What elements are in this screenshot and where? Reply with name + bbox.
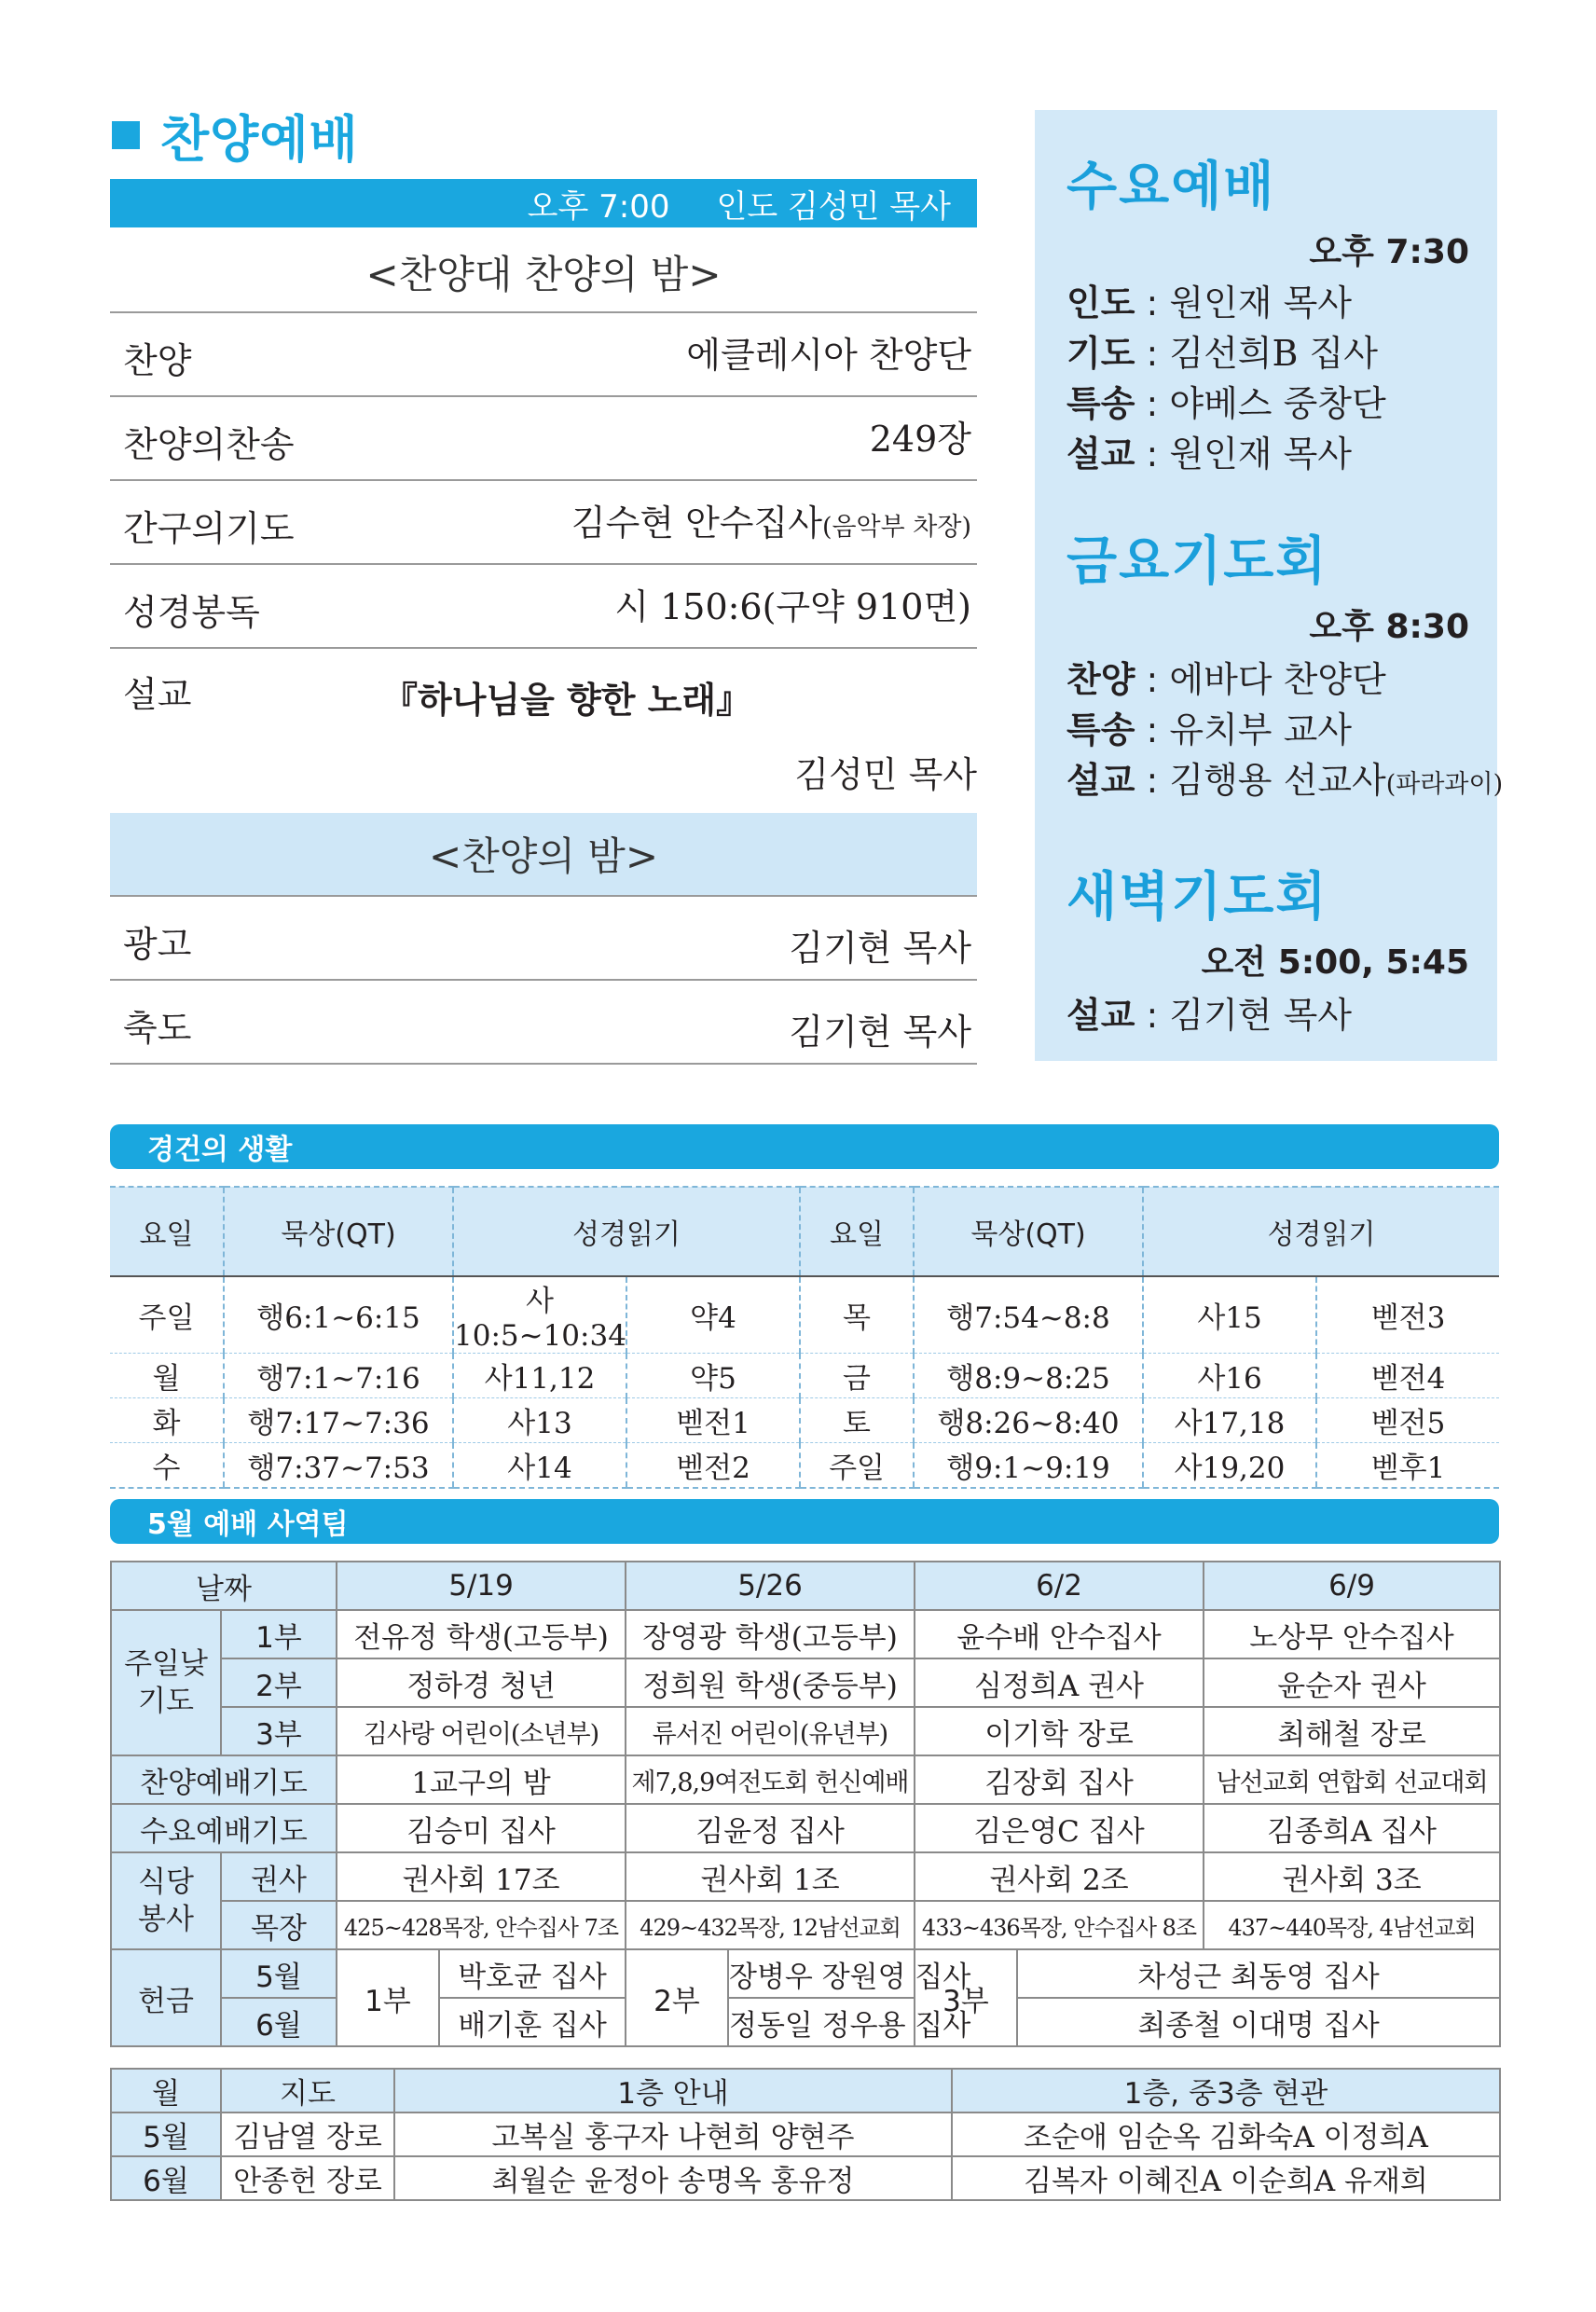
cell: 권사회 3조: [1204, 1852, 1500, 1901]
cell: 남선교회 연합회 선교대회: [1204, 1755, 1500, 1804]
cell: 목: [800, 1276, 914, 1354]
cell: 사19,20: [1143, 1443, 1316, 1489]
cell: 안종헌 장로: [221, 2156, 394, 2200]
dawn-line: 설교 : 김기현 목사: [1066, 995, 1353, 1036]
program-row: [110, 565, 977, 649]
program-item: 축도: [123, 1008, 192, 1049]
cell: 사17,18: [1143, 1398, 1316, 1443]
cell: 6월: [111, 2156, 221, 2200]
usher-guide-table: [110, 2068, 1501, 2201]
cell: 사16: [1143, 1354, 1316, 1398]
cell: 사14: [453, 1443, 626, 1489]
wednesday-line: 인도 : 원인재 목사: [1066, 282, 1353, 323]
month-label: 6월: [221, 1998, 337, 2046]
cell: 정희원 학생(중등부): [626, 1658, 915, 1707]
friday-prayer-time: 오후 8:30: [1309, 608, 1469, 646]
cell: 김사랑 어린이(소년부): [337, 1707, 626, 1755]
cell: 425~428목장, 안수집사 7조: [337, 1901, 626, 1949]
header-reading: 성경읽기: [453, 1187, 800, 1276]
program-value: 시 150:6(구약 910면): [614, 586, 971, 627]
sermon-label: 설교: [123, 674, 192, 715]
part-label: 1부: [221, 1610, 337, 1658]
program-value: 249장: [869, 419, 971, 460]
devotion-table: [110, 1186, 1499, 1489]
devotion-section-title: 경건의 생활: [147, 1134, 293, 1166]
offering-label: 헌금: [111, 1949, 221, 2046]
program-item: 성경봉독: [123, 592, 260, 633]
table-row: [110, 1398, 1499, 1443]
part-label: 2부: [626, 1949, 728, 2046]
cell: 행9:1~9:19: [914, 1443, 1143, 1489]
cell: 429~432목장, 12남선교회: [626, 1901, 915, 1949]
program-row: [110, 397, 977, 481]
cell: 김윤정 집사: [626, 1804, 915, 1852]
month-label: 5월: [221, 1949, 337, 1998]
evening-worship-leader: 인도 김성민 목사: [716, 187, 951, 226]
program-value: 김기현 목사: [789, 1012, 971, 1053]
table-row: [111, 1658, 1500, 1707]
cell: 류서진 어린이(유년부): [626, 1707, 915, 1755]
cell: 김은영C 집사: [915, 1804, 1204, 1852]
program-item: 찬양: [123, 340, 192, 381]
cell: 권사회 17조: [337, 1852, 626, 1901]
wednesday-line: 기도 : 김선희B 집사: [1066, 333, 1378, 374]
cell: 금: [800, 1354, 914, 1398]
cell: 행7:54~8:8: [914, 1276, 1143, 1354]
program-row: [110, 897, 977, 981]
praise-night-label: <찬양의 밤>: [428, 833, 659, 879]
table-row: [111, 1852, 1500, 1901]
cell: 최해철 장로: [1204, 1707, 1500, 1755]
evening-worship-title: 찬양예배: [160, 109, 359, 169]
cell: 벧전1: [626, 1398, 800, 1443]
program-row: [110, 481, 977, 565]
cell: 월: [110, 1354, 224, 1398]
cell: 벧전2: [626, 1443, 800, 1489]
cell: 사10:5~10:34: [453, 1276, 626, 1354]
table-row: [111, 1949, 1500, 1998]
ministry-team-section-title: 5월 예배 사역팀: [147, 1508, 349, 1541]
friday-line: 설교 : 김행용 선교사(파라과이): [1066, 760, 1504, 801]
header-floor1: 1층 안내: [394, 2069, 952, 2112]
evening-worship-heading: [112, 103, 359, 168]
part-label: 3부: [915, 1949, 1017, 2046]
part-label: 3부: [221, 1707, 337, 1755]
friday-line: 특송 : 유치부 교사: [1066, 709, 1353, 750]
cell: 토: [800, 1398, 914, 1443]
cell: 화: [110, 1398, 224, 1443]
cell: 윤순자 권사: [1204, 1658, 1500, 1707]
header-qt: 묵상(QT): [224, 1187, 453, 1276]
cell: 433~436목장, 안수집사 8조: [915, 1901, 1204, 1949]
program-item: 찬양의찬송: [123, 424, 295, 465]
cell: 최종철 이대명 집사: [1017, 1998, 1500, 2046]
table-row: [110, 1443, 1499, 1489]
devotion-section-bar: [110, 1124, 1499, 1169]
table-row: [110, 1354, 1499, 1398]
cell: 사13: [453, 1398, 626, 1443]
evening-worship-info-bar: [110, 179, 977, 227]
sunday-prayer-label: 주일낮 기도: [111, 1610, 221, 1755]
cell: 김남열 장로: [221, 2112, 394, 2156]
table-row: [111, 1755, 1500, 1804]
cell: 노상무 안수집사: [1204, 1610, 1500, 1658]
other-services-panel: [1035, 110, 1504, 1061]
cell: 벧전3: [1316, 1276, 1499, 1354]
header-reading: 성경읽기: [1143, 1187, 1499, 1276]
cell: 주일: [110, 1276, 224, 1354]
wednesday-line: 설교 : 원인재 목사: [1066, 434, 1353, 475]
cell: 437~440목장, 4남선교회: [1204, 1901, 1500, 1949]
header-elder: 지도: [221, 2069, 394, 2112]
cell: 차성근 최동영 집사: [1017, 1949, 1500, 1998]
cell: 김종희A 집사: [1204, 1804, 1500, 1852]
praise-night-band: [110, 813, 977, 897]
header-day: 요일: [110, 1187, 224, 1276]
cell: 최월순 윤정아 송명옥 홍유정: [394, 2156, 952, 2200]
part-label: 1부: [337, 1949, 439, 2046]
program-row: [110, 981, 977, 1065]
cell: 행6:1~6:15: [224, 1276, 453, 1354]
meal-service-label: 식당 봉사: [111, 1852, 221, 1949]
header-month: 월: [111, 2069, 221, 2112]
cell: 행7:1~7:16: [224, 1354, 453, 1398]
friday-line: 찬양 : 에바다 찬양단: [1066, 659, 1386, 700]
cell: 권사회 1조: [626, 1852, 915, 1901]
evening-prayer-label: 찬양예배기도: [111, 1755, 337, 1804]
date-cell: 5/26: [626, 1562, 915, 1610]
date-cell: 6/9: [1204, 1562, 1500, 1610]
table-row: [111, 1998, 1500, 2046]
cell: 행7:17~7:36: [224, 1398, 453, 1443]
date-cell: 6/2: [915, 1562, 1204, 1610]
header-qt: 묵상(QT): [914, 1187, 1143, 1276]
header-day: 요일: [800, 1187, 914, 1276]
cell: 김복자 이혜진A 이순희A 유재희: [952, 2156, 1500, 2200]
cell: 김승미 집사: [337, 1804, 626, 1852]
cell: 수: [110, 1443, 224, 1489]
table-row: [111, 1901, 1500, 1949]
cell: 제7,8,9여전도회 헌신예배: [626, 1755, 915, 1804]
dawn-prayer-time: 오전 5:00, 5:45: [1201, 943, 1469, 982]
cell: 장영광 학생(고등부): [626, 1610, 915, 1658]
cell: 전유정 학생(고등부): [337, 1610, 626, 1658]
part-label: 목장: [221, 1901, 337, 1949]
cell: 장병우 장원영 집사: [728, 1949, 915, 1998]
cell: 약4: [626, 1276, 800, 1354]
cell: 박호균 집사: [439, 1949, 626, 1998]
table-row: [111, 2156, 1500, 2200]
part-label: 권사: [221, 1852, 337, 1901]
cell: 약5: [626, 1354, 800, 1398]
wednesday-service-title: 수요예배: [1066, 157, 1276, 217]
wednesday-service-time: 오후 7:30: [1309, 233, 1469, 271]
cell: 벧전5: [1316, 1398, 1499, 1443]
cell: 권사회 2조: [915, 1852, 1204, 1901]
program-item: 간구의기도: [123, 508, 295, 549]
table-row: [111, 2112, 1500, 2156]
wednesday-prayer-label: 수요예배기도: [111, 1804, 337, 1852]
cell: 5월: [111, 2112, 221, 2156]
program-row: [110, 313, 977, 397]
cell: 조순애 임순옥 김화숙A 이정희A: [952, 2112, 1500, 2156]
table-row: [110, 1276, 1499, 1354]
program-value: 에클레시아 찬양단: [686, 335, 971, 376]
ministry-team-table: [110, 1561, 1501, 2047]
cell: 심정희A 권사: [915, 1658, 1204, 1707]
cell: 정하경 청년: [337, 1658, 626, 1707]
part-label: 2부: [221, 1658, 337, 1707]
cell: 행7:37~7:53: [224, 1443, 453, 1489]
wednesday-line: 특송 : 야베스 중창단: [1066, 383, 1386, 424]
header-entrance: 1층, 중3층 현관: [952, 2069, 1500, 2112]
devotion-header-row: [110, 1187, 1499, 1276]
ministry-team-section-bar: [110, 1499, 1499, 1544]
cell: 사15: [1143, 1276, 1316, 1354]
cell: 주일: [800, 1443, 914, 1489]
dawn-prayer-title: 새벽기도회: [1066, 867, 1328, 928]
evening-worship-time: 오후 7:00: [527, 187, 670, 226]
table-row: [111, 1804, 1500, 1852]
cell: 벧전4: [1316, 1354, 1499, 1398]
date-header: 날짜: [111, 1562, 337, 1610]
table-row: [111, 1610, 1500, 1658]
team-header-row: [111, 1562, 1500, 1610]
cell: 이기학 장로: [915, 1707, 1204, 1755]
cell: 벧후1: [1316, 1443, 1499, 1489]
program-value: 김수현 안수집사(음악부 차장): [571, 502, 971, 544]
preacher: 김성민 목사: [794, 754, 977, 795]
cell: 고복실 홍구자 나현희 양현주: [394, 2112, 952, 2156]
cell: 1교구의 밤: [337, 1755, 626, 1804]
square-bullet-icon: [112, 121, 140, 149]
cell: 정동일 정우용 집사: [728, 1998, 915, 2046]
choir-night-subtitle: <찬양대 찬양의 밤>: [365, 252, 722, 297]
cell: 행8:26~8:40: [914, 1398, 1143, 1443]
program-value: 김기현 목사: [789, 928, 971, 969]
cell: 배기훈 집사: [439, 1998, 626, 2046]
cell: 사11,12: [453, 1354, 626, 1398]
sermon-title: 『하나님을 향한 노래』: [382, 680, 752, 721]
table-row: [111, 1707, 1500, 1755]
cell: 윤수배 안수집사: [915, 1610, 1204, 1658]
guide-header-row: [111, 2069, 1500, 2112]
cell: 행8:9~8:25: [914, 1354, 1143, 1398]
program-item: 광고: [123, 924, 192, 965]
friday-prayer-title: 금요기도회: [1066, 531, 1328, 592]
cell: 김장회 집사: [915, 1755, 1204, 1804]
date-cell: 5/19: [337, 1562, 626, 1610]
